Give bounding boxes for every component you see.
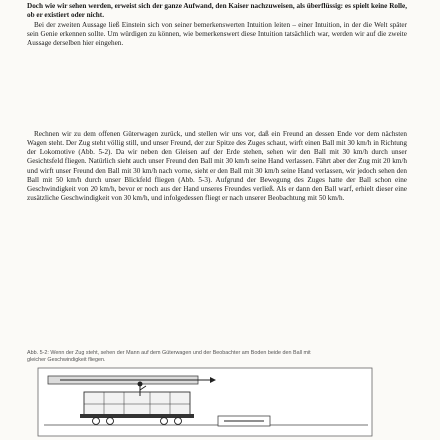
paragraph-train-example: Rechnen wir zu dem offenen Güterwagen zurück, und stellen wir uns vor, daß ein Freund an dessen Ende vor dem nächsten Wagen steht. Der Zug steht völlig still, und unser Freund, der zur Spitze des Zuges schaut, wirft einen Ball mit 30 km/h in Richtung der Lokomotive (Abb. 5-2). Da wir neben den Gleisen auf der Erde stehen, sehen wir den Ball mit 30 km/h durch unser Gesichtsfeld fliegen. Natürlich sieht auch unser Freund den Ball mit 30 km/h seine Hand verlassen. Fährt aber der Zug mit 20 km/h und wirft unser Freund den Ball mit 30 km/h nach vorne, sieht er den Ball mit 30 km/h seine Hand verlassen, wir jedoch sehen den Ball mit 50 km/h durch unser Blickfeld fliegen (Abb. 5-3). Aufgrund der Bewegung des Zuges hatte der Ball schon eine Geschwindigkeit von 20 km/h, bevor er noch aus der Hand unseres Freundes verließ. Als er dann den Ball warf, erhielt dieser eine zusätzliche Geschwindigkeit von 30 km/h, und infolgedessen fliegt er nach unserer Beobachtung mit 50 km/h. [27, 130, 407, 203]
figure-caption: Abb. 5-2: Wenn der Zug steht, sehen der Mann auf dem Güterwagen und der Beobachter am Boden beide den Ball mit gleicher Geschwindigkeit fliegen. [27, 350, 311, 363]
paragraph-einstein-intuition: Bei der zweiten Aussage ließ Einstein sich von seiner bemerkenswerten Intuition leiten – einer Intuition, in der die Welt später sein Genie erkennen sollte. Um würdigen zu können, wie bemerkenswert diese Intuition tatsächlich war, werden wir auf die zweite Aussage derselben hier eingehen. [27, 21, 407, 48]
paragraph-intro: Doch wie wir sehen werden, erweist sich der ganze Aufwand, den Kaiser nachzuweisen, als überflüssig: es spielt keine Rolle, ob er existiert oder nicht. [27, 2, 407, 20]
